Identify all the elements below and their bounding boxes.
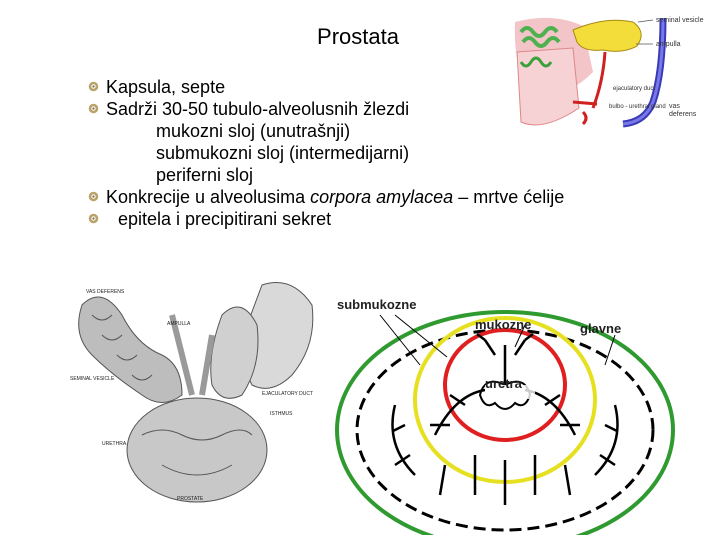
accessory-glands-diagram	[513, 12, 713, 140]
bullet-text: Sadrži 30-50 tubulo-alveolusnih žlezdi	[106, 99, 410, 119]
bullet-text: epitela i precipitirani sekret	[118, 209, 332, 229]
bullet-text: Konkrecije u alveolusima corpora amylacea – mrtve ćelije	[106, 187, 565, 207]
label-ejaculatory-duct-anatomy: EJACULATORY DUCT	[262, 391, 314, 397]
label-vas-1: vas	[669, 103, 680, 110]
sub-item-text: periferni sloj	[156, 165, 254, 185]
flower-bullet-icon	[88, 191, 99, 202]
prostate-anatomy-drawing	[62, 275, 332, 515]
slide-title: Prostata	[317, 24, 399, 49]
sub-item-text: mukozni sloj (unutrašnji)	[156, 121, 351, 141]
prostate-zones-diagram	[335, 285, 720, 535]
sub-item-text: submukozni sloj (intermedijarni)	[156, 143, 410, 163]
label-ampulla: ampulla	[656, 41, 681, 48]
flower-bullet-icon	[88, 103, 99, 114]
flower-bullet-icon	[88, 213, 99, 224]
label-isthmus-anatomy: ISTHMUS	[270, 411, 293, 417]
label-submukozne: submukozne	[337, 297, 417, 312]
label-mukozne: mukozne	[475, 317, 532, 332]
label-prostate-anatomy: PROSTATE	[177, 496, 204, 502]
label-ejaculatory-duct: ejaculatory duct	[613, 86, 656, 92]
label-seminal-vesicle: seminal vesicle	[656, 17, 704, 24]
label-uretra: uretra	[485, 376, 522, 391]
label-bulbo-urethral: bulbo - urethral gland	[609, 104, 666, 110]
label-glavne: glavne	[580, 321, 622, 336]
label-urethra-anatomy: URETHRA	[102, 441, 127, 447]
latin-term: corpora amylacea	[310, 187, 454, 207]
flower-bullet-icon	[88, 81, 99, 92]
label-seminal-vesicle-anatomy: SEMINAL VESICLE	[70, 376, 115, 382]
label-vas-2: deferens	[669, 111, 697, 118]
label-ampulla-anatomy: AMPULLA	[167, 321, 191, 327]
label-vas-deferens-anatomy: VAS DEFERENS	[86, 289, 125, 295]
bullet-text: Kapsula, septe	[106, 77, 226, 97]
